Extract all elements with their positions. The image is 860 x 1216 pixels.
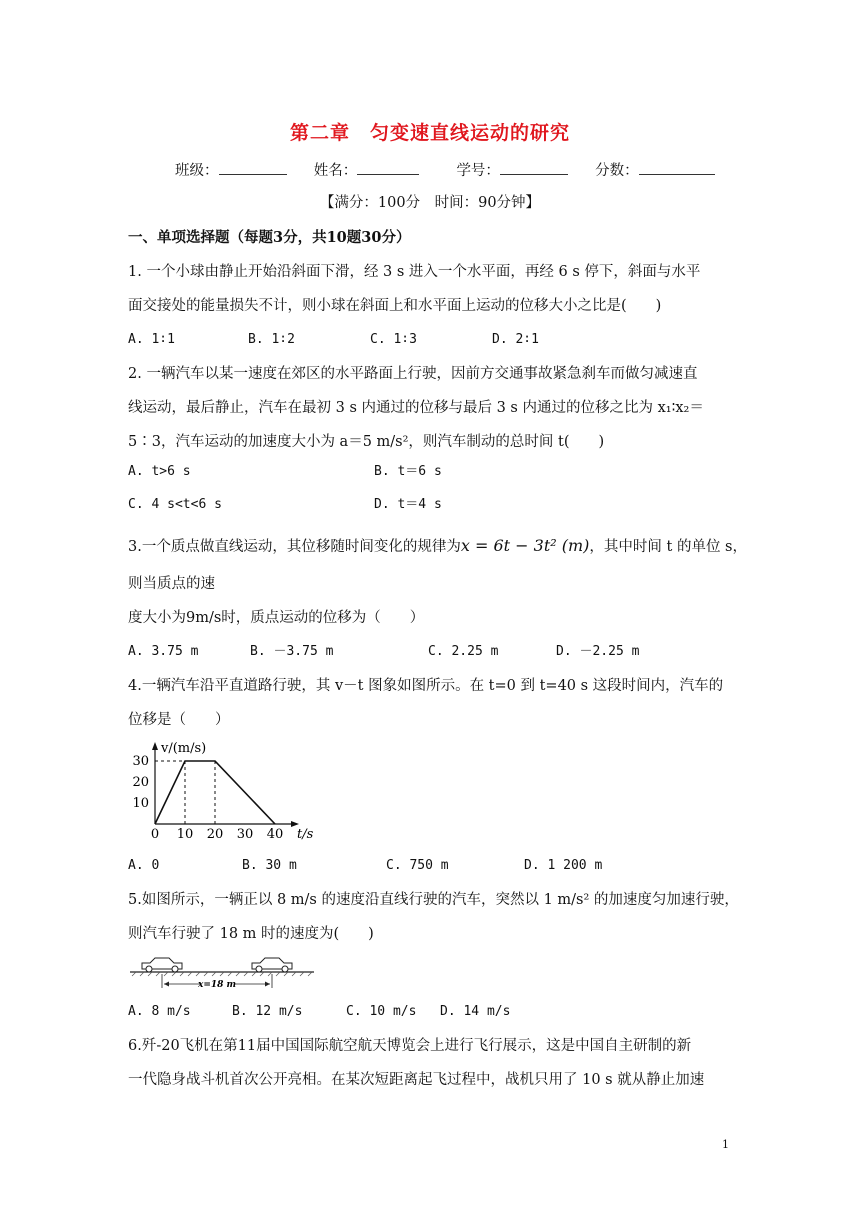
name-blank <box>357 160 419 175</box>
car-icon <box>142 958 182 972</box>
q4-option-c: C. 750 m <box>386 858 449 873</box>
y-tick-label: 10 <box>132 796 149 811</box>
q1-option-b: B. 1∶2 <box>248 332 295 347</box>
q2-option-a: A. t>6 s <box>128 464 191 479</box>
car-road-figure <box>128 950 316 990</box>
q5-option-c: C. 10 m/s <box>346 1004 417 1019</box>
score-label: 分数： <box>595 163 639 179</box>
q1-line1: 1. 一个小球由静止开始沿斜面下滑，经 3 s 进入一个水平面，再经 6 s 停下，斜面与水平 <box>128 264 701 280</box>
q5-option-d: D. 14 m/s <box>440 1004 511 1019</box>
q2-line3: 5∶3，汽车运动的加速度大小为 a＝5 m/s²，则汽车制动的总时间 t( ) <box>128 434 605 450</box>
q4-option-a: A. 0 <box>128 858 160 873</box>
q2-option-d: D. t＝4 s <box>374 497 442 512</box>
x-axis-label: t/s <box>297 827 314 842</box>
q4-line1: 4.一辆汽车沿平直道路行驶，其 v－t 图象如图所示。在 t=0 到 t=40 s 这段时间内，汽车的 <box>128 678 724 694</box>
q2-option-b: B. t＝6 s <box>374 464 442 479</box>
q1-option-a: A. 1∶1 <box>128 332 175 347</box>
class-label: 班级： <box>175 163 219 179</box>
q1-line2: 面交接处的能量损失不计，则小球在斜面上和水平面上运动的位移大小之比是( ) <box>128 298 662 314</box>
q2-option-c: C. 4 s<t<6 s <box>128 497 222 512</box>
q3-option-c: C. 2.25 m <box>428 644 499 659</box>
y-axis-label: v/(m/s) <box>161 741 207 756</box>
q5-option-a: A. 8 m/s <box>128 1004 191 1019</box>
distance-label: x=18 m <box>197 980 237 990</box>
q3-line2: 则当质点的速 <box>128 576 215 592</box>
q1-option-d: D. 2∶1 <box>492 332 539 347</box>
y-tick-label: 20 <box>132 775 149 790</box>
q4-option-b: B. 30 m <box>242 858 297 873</box>
q1-option-c: C. 1∶3 <box>370 332 417 347</box>
student-info-row <box>175 160 715 181</box>
q4-option-d: D. 1 200 m <box>524 858 603 873</box>
score-blank <box>639 160 715 175</box>
id-label: 学号： <box>456 163 500 179</box>
vt-chart <box>125 738 315 844</box>
class-blank <box>219 160 287 175</box>
page-title: 第二章 匀变速直线运动的研究 <box>289 122 570 144</box>
car-icon <box>252 958 292 972</box>
y-axis-arrow <box>152 742 158 750</box>
exam-meta: 【满分：100分 时间：90分钟】 <box>319 195 541 211</box>
name-label: 姓名： <box>313 163 358 179</box>
q3-line1-b: ，其中时间 t 的单位 s， <box>589 539 748 555</box>
q5-line2: 则汽车行驶了 18 m 时的速度为( ) <box>128 926 374 942</box>
q3-formula: x = 6t − 3t² (m) <box>460 536 590 555</box>
page-number: 1 <box>722 1138 729 1151</box>
q3-line1 <box>128 536 747 557</box>
q5-line1: 5.如图所示，一辆正以 8 m/s 的速度沿直线行驶的汽车，突然以 1 m/s² 的加速度匀加速行驶， <box>128 892 739 908</box>
q3-line1-a: 3.一个质点做直线运动，其位移随时间变化的规律为 <box>128 539 461 555</box>
x-tick-label: 20 <box>206 827 224 842</box>
section-heading: 一、单项选择题（每题3分，共10题30分） <box>128 229 411 246</box>
id-blank <box>500 160 568 175</box>
q4-line2: 位移是（ ） <box>128 712 230 728</box>
q3-option-a: A. 3.75 m <box>128 644 199 659</box>
q6-line2: 一代隐身战斗机首次公开亮相。在某次短距离起飞过程中，战机只用了 10 s 就从静止加速 <box>128 1072 705 1088</box>
y-tick-label: 30 <box>132 754 149 769</box>
q5-option-b: B. 12 m/s <box>232 1004 303 1019</box>
q2-line2: 线运动，最后静止，汽车在最初 3 s 内通过的位移与最后 3 s 内通过的位移之比为 x₁∶x₂＝ <box>128 400 704 416</box>
x-tick-label: 40 <box>266 827 284 842</box>
q3-line3: 度大小为9m/s时，质点运动的位移为（ ） <box>128 610 425 626</box>
q2-line1: 2. 一辆汽车以某一速度在郊区的水平路面上行驶，因前方交通事故紧急刹车而做匀减速直 <box>128 366 698 382</box>
q6-line1: 6.歼-20飞机在第11届中国国际航空航天博览会上进行飞行展示，这是中国自主研制的新 <box>128 1038 692 1054</box>
q3-option-d: D. －2.25 m <box>556 644 640 659</box>
x-tick-label: 0 <box>150 827 160 842</box>
x-tick-label: 10 <box>176 827 194 842</box>
q3-option-b: B. －3.75 m <box>250 644 334 659</box>
x-tick-label: 30 <box>236 827 254 842</box>
